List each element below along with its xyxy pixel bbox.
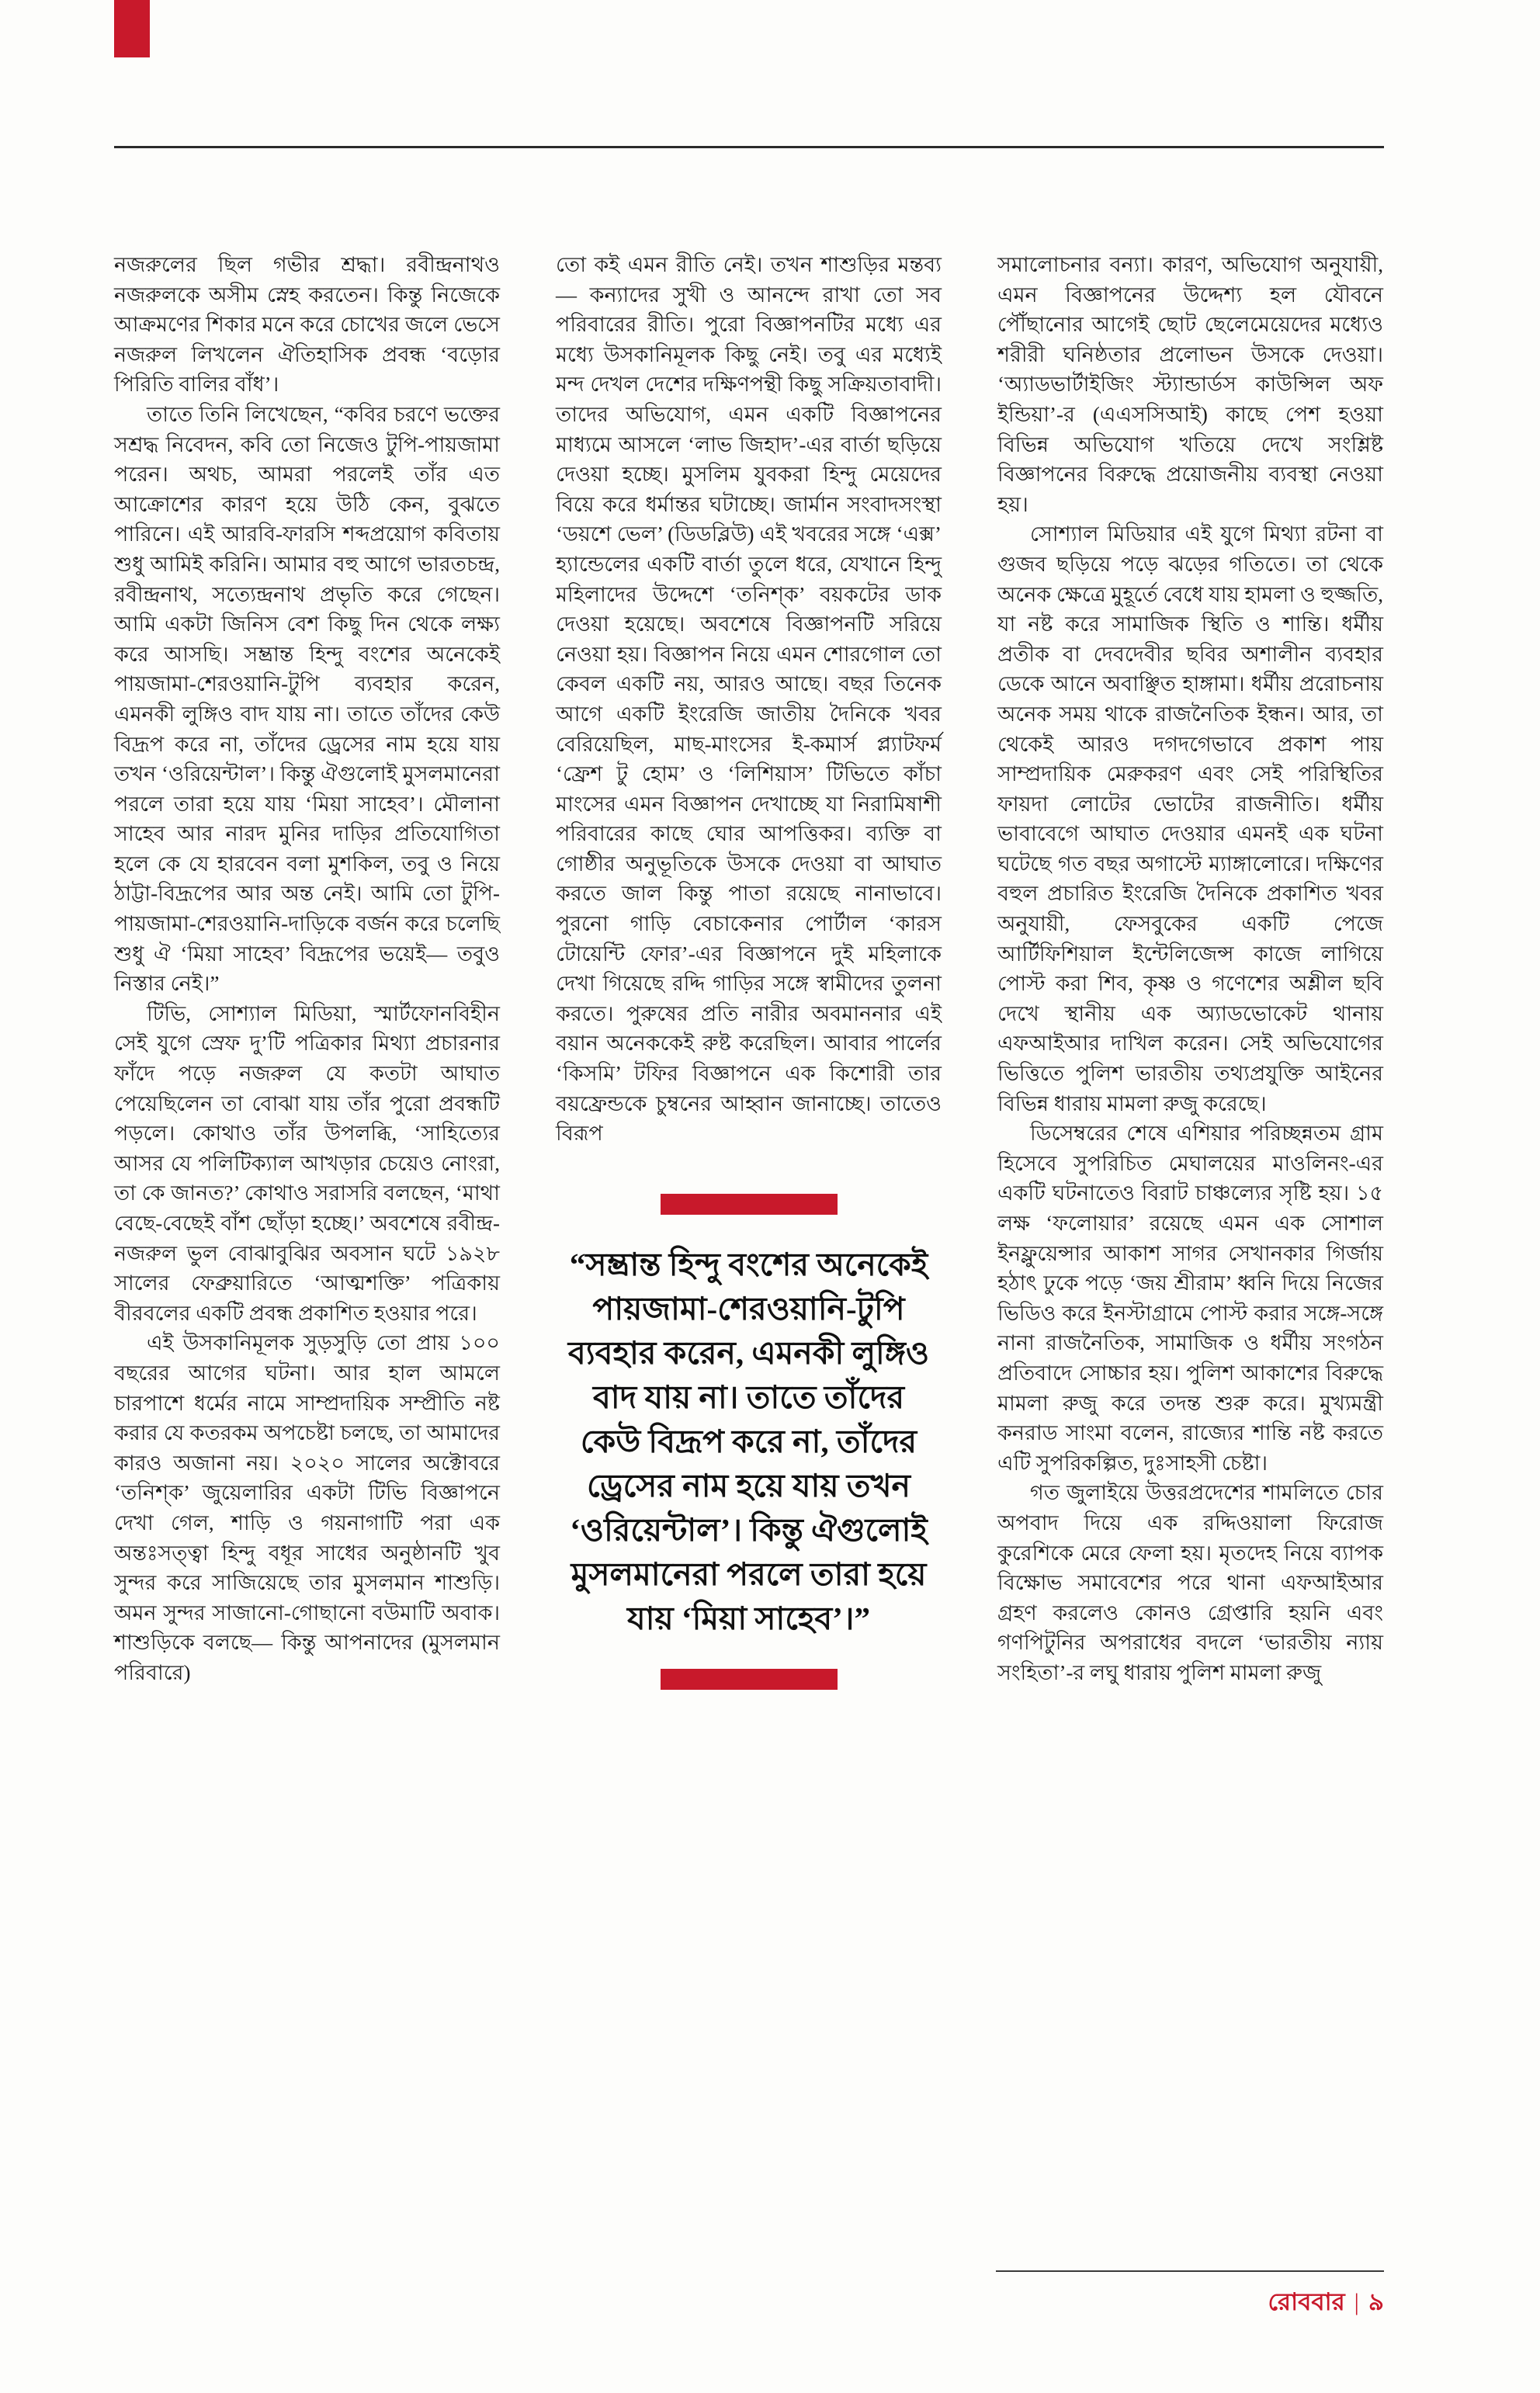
pull-quote <box>556 1194 942 1690</box>
body-paragraph: গত জুলাইয়ে উত্তরপ্রদেশের শামলিতে চোর অপবাদ দিয়ে এক রদ্দিওয়ালা ফিরোজ কুরেশিকে মেরে ফেলা হয়। মৃতদেহ নিয়ে ব্যাপক বিক্ষোভ সমাবেশের পরে থানা এফআইআর গ্রহণ করলেও কোনও গ্রেপ্তারি হয়নি এবং গণপিটুনির অপরাধের বদলে ‘ভারতীয় ন্যায় সংহিতা’-র লঘু ধারায় পুলিশ মামলা রুজু <box>997 1481 1383 1684</box>
footer-separator: | <box>1354 2288 1359 2315</box>
body-paragraph: টিভি, সোশ্যাল মিডিয়া, স্মার্টফোনবিহীন সেই যুগে স্রেফ দু’টি পত্রিকার মিথ্যা প্রচারনার ফাঁদে পড়ে নজরুল যে কতটা আঘাত পেয়েছিলেন তা বোঝা যায় তাঁর পুরো প্রবন্ধটি পড়লে। কোথাও তাঁর উপলব্ধি, ‘সাহিত্যের আসর যে পলিটিক্যাল আখড়ার চেয়েও নোংরা, তা কে জানত?’ কোথাও সরাসরি বলছেন, ‘মাথা বেছে-বেছেই বাঁশ ছোঁড়া হচ্ছে।’ অবশেষে রবীন্দ্র-নজরুল ভুল বোঝাবুঝির অবসান ঘটে ১৯২৮ সালের ফেব্রুয়ারিতে ‘আত্মশক্তি’ পত্রিকায় বীরবলের একটি প্রবন্ধ প্রকাশিত হওয়ার পরে। <box>114 1001 500 1325</box>
body-paragraph: নজরুলের ছিল গভীর শ্রদ্ধা। রবীন্দ্রনাথও নজরুলকে অসীম স্নেহ করতেন। কিন্তু নিজেকে আক্রমণের শিকার মনে করে চোখের জলে ভেসে নজরুল লিখলেন ঐতিহাসিক প্রবন্ধ ‘বড়োর পিরিতি বালির বাঁধ’। <box>114 253 500 397</box>
corner-red-marker <box>114 0 150 57</box>
top-divider-rule <box>114 146 1384 148</box>
footer-divider-rule <box>996 2270 1384 2272</box>
body-paragraph: এই উসকানিমূলক সুড়সুড়ি তো প্রায় ১০০ বছরের আগের ঘটনা। আর হাল আমলে চারপাশে ধর্মের নামে সাম্প্রদায়িক সম্প্রীতি নষ্ট করার যে কতরকম অপচেষ্টা চলছে, তা আমাদের কারও অজানা নয়। ২০২০ সালের অক্টোবরে ‘তনিশ্ক’ জুয়েলারির একটা টিভি বিজ্ঞাপনে দেখা গেল, শাড়ি ও গয়নাগাটি পরা এক অন্তঃসত্ত্বা হিন্দু বধূর সাধের অনুষ্ঠানটি খুব সুন্দর করে সাজিয়েছে তার মুসলমান শাশুড়ি। অমন সুন্দর সাজানো-গোছানো বউমাটি অবাক। শাশুড়িকে বলছে— কিন্তু আপনাদের (মুসলমান পরিবারে) <box>114 1331 500 1684</box>
pull-quote-text: “সম্ভ্রান্ত হিন্দু বংশের অনেকেই পায়জামা-শেরওয়ানি-টুপি ব্যবহার করেন, এমনকী লুঙ্গিও বাদ যায় না। তাতে তাঁদের কেউ বিদ্রূপ করে না, তাঁদের ড্রেসের নাম হয়ে যায় তখন ‘ওরিয়েন্টাল’। কিন্তু ঐগুলোই মুসলমানেরা পরলে তারা হয়ে যায় ‘মিয়া সাহেব’।” <box>567 1246 930 1636</box>
column-2 <box>556 250 942 1690</box>
body-paragraph: ডিসেম্বরের শেষে এশিয়ার পরিচ্ছন্নতম গ্রাম হিসেবে সুপরিচিত মেঘালয়ের মাওলিনং-এর একটি ঘটনাতেও বিরাট চাঞ্চল্যের সৃষ্টি হয়। ১৫ লক্ষ ‘ফলোয়ার’ রয়েছে এমন এক সোশাল ইনফ্লুয়েন্সার আকাশ সাগর সেখানকার গির্জায় হঠাৎ ঢুকে পড়ে ‘জয় শ্রীরাম’ ধ্বনি দিয়ে নিজের ভিডিও করে ইনস্টাগ্রামে পোস্ট করার সঙ্গে-সঙ্গে নানা রাজনৈতিক, সামাজিক ও ধর্মীয় সংগঠন প্রতিবাদে সোচ্চার হয়। পুলিশ আকাশের বিরুদ্ধে মামলা রুজু করে তদন্ত শুরু করে। মুখ্যমন্ত্রী কনরাড সাংমা বলেন, রাজ্যের শান্তি নষ্ট করতে এটি সুপরিকল্পিত, দুঃসাহসী চেষ্টা। <box>997 1122 1383 1475</box>
pull-quote-bottom-bar <box>661 1669 838 1690</box>
column-1 <box>114 250 500 1690</box>
body-paragraph: তাতে তিনি লিখেছেন, “কবির চরণে ভক্তের সশ্রদ্ধ নিবেদন, কবি তো নিজেও টুপি-পায়জামা পরেন। অথচ, আমরা পরলেই তাঁর এত আক্রোশের কারণ হয়ে উঠি কেন, বুঝতে পারিনে। এই আরবি-ফারসি শব্দপ্রয়োগ কবিতায় শুধু আমিই করিনি। আমার বহু আগে ভারতচন্দ্র, রবীন্দ্রনাথ, সত্যেন্দ্রনাথ প্রভৃতি করে গেছেন। আমি একটা জিনিস বেশ কিছু দিন থেকে লক্ষ্য করে আসছি। সম্ভ্রান্ত হিন্দু বংশের অনেকেই পায়জামা-শেরওয়ানি-টুপি ব্যবহার করেন, এমনকী লুঙ্গিও বাদ যায় না। তাতে তাঁদের কেউ বিদ্রূপ করে না, তাঁদের ড্রেসের নাম হয়ে যায় তখন ‘ওরিয়েন্টাল’। কিন্তু ঐগুলোই মুসলমানেরা পরলে তারা হয়ে যায় ‘মিয়া সাহেব’। মৌলানা সাহেব আর নারদ মুনির দাড়ির প্রতিযোগিতা হলে কে যে হারবেন বলা মুশকিল, তবু ও নিয়ে ঠাট্টা-বিদ্রূপের আর অন্ত নেই। আমি তো টুপি-পায়জামা-শেরওয়ানি-দাড়িকে বর্জন করে চলেছি শুধু ঐ ‘মিয়া সাহেব’ বিদ্রূপের ভয়েই— তবুও নিস্তার নেই।” <box>114 402 500 996</box>
body-paragraph: তো কই এমন রীতি নেই। তখন শাশুড়ির মন্তব্য— কন্যাদের সুখী ও আনন্দে রাখা তো সব পরিবারের রীতি। পুরো বিজ্ঞাপনটির মধ্যে এর মধ্যে উসকানিমূলক কিছু নেই। তবু এর মধ্যেই মন্দ দেখল দেশের দক্ষিণপন্থী কিছু সক্রিয়তাবাদী। তাদের অভিযোগ, এমন একটি বিজ্ঞাপনের মাধ্যমে আসলে ‘লাভ জিহাদ’-এর বার্তা ছড়িয়ে দেওয়া হচ্ছে। মুসলিম যুবকরা হিন্দু মেয়েদের বিয়ে করে ধর্মান্তর ঘটাচ্ছে। জার্মান সংবাদসংস্থা ‘ডয়শে ভেল’ (ডিডব্লিউ) এই খবরের সঙ্গে ‘এক্স’ হ্যান্ডেলের একটি বার্তা তুলে ধরে, যেখানে হিন্দু মহিলাদের উদ্দেশে ‘তনিশ্ক’ বয়কটের ডাক দেওয়া হয়েছে। অবশেষে বিজ্ঞাপনটি সরিয়ে নেওয়া হয়। বিজ্ঞাপন নিয়ে এমন শোরগোল তো কেবল একটি নয়, আরও আছে। বছর তিনেক আগে একটি ইংরেজি জাতীয় দৈনিকে খবর বেরিয়েছিল, মাছ-মাংসের ই-কমার্স প্ল্যাটফর্ম ‘ফ্রেশ টু হোম’ ও ‘লিশিয়াস’ টিভিতে কাঁচা মাংসের এমন বিজ্ঞাপন দেখাচ্ছে যা নিরামিষাশী পরিবারের কাছে ঘোর আপত্তিকর। ব্যক্তি বা গোষ্ঠীর অনুভূতিকে উসকে দেওয়া বা আঘাত করতে জাল কিন্তু পাতা রয়েছে নানাভাবে। পুরনো গাড়ি বেচাকেনার পোর্টাল ‘কারস টোয়েন্টি ফোর’-এর বিজ্ঞাপনে দুই মহিলাকে দেখা গিয়েছে রদ্দি গাড়ির সঙ্গে স্বামীদের তুলনা করতে। পুরুষের প্রতি নারীর অবমাননার এই বয়ান অনেককেই রুষ্ট করেছিল। আবার পার্লের ‘কিসমি’ টফির বিজ্ঞাপনে এক কিশোরী তার বয়ফ্রেন্ডকে চুম্বনের আহ্বান জানাচ্ছে। তাতেও বিরূপ <box>556 253 942 1146</box>
body-paragraph: সোশ্যাল মিডিয়ার এই যুগে মিথ্যা রটনা বা গুজব ছড়িয়ে পড়ে ঝড়ের গতিতে। তা থেকে অনেক ক্ষেত্রে মুহূর্তে বেধে যায় হামলা ও হুজ্জতি, যা নষ্ট করে সামাজিক স্থিতি ও শান্তি। ধর্মীয় প্রতীক বা দেবদেবীর ছবির অশালীন ব্যবহার ডেকে আনে অবাঞ্ছিত হাঙ্গামা। ধর্মীয় প্ররোচনায় অনেক সময় থাকে রাজনৈতিক ইন্ধন। আর, তা থেকেই আরও দগদগেভাবে প্রকাশ পায় সাম্প্রদায়িক মেরুকরণ এবং সেই পরিস্থিতির ফায়দা লোটের ভোটের রাজনীতি। ধর্মীয় ভাবাবেগে আঘাত দেওয়ার এমনই এক ঘটনা ঘটেছে গত বছর অগাস্টে ম্যাঙ্গালোরে। দক্ষিণের বহুল প্রচারিত ইংরেজি দৈনিকে প্রকাশিত খবর অনুযায়ী, ফেসবুকের একটি পেজে আর্টিফিশিয়াল ইন্টেলিজেন্স কাজে লাগিয়ে পোস্ট করা শিব, কৃষ্ণ ও গণেশের অশ্লীল ছবি দেখে স্থানীয় এক অ্যাডভোকেট থানায় এফআইআর দাখিল করেন। সেই অভিযোগের ভিত্তিতে পুলিশ ভারতীয় তথ্যপ্রযুক্তি আইনের বিভিন্ন ধারায় মামলা রুজু করেছে। <box>997 522 1383 1115</box>
masthead: রোববার <box>1268 2288 1345 2315</box>
page-footer <box>996 2284 1384 2324</box>
body-paragraph: সমালোচনার বন্যা। কারণ, অভিযোগ অনুযায়ী, এমন বিজ্ঞাপনের উদ্দেশ্য হল যৌবনে পৌঁছানোর আগেই ছোট ছেলেমেয়েদের মধ্যেও শরীরী ঘনিষ্ঠতার প্রলোভন উসকে দেওয়া। ‘অ্যাডভার্টাইজিং স্ট্যান্ডার্ডস কাউন্সিল অফ ইন্ডিয়া’-র (এএসসিআই) কাছে পেশ হওয়া বিভিন্ন অভিযোগ খতিয়ে দেখে সংশ্লিষ্ট বিজ্ঞাপনের বিরুদ্ধে প্রয়োজনীয় ব্যবস্থা নেওয়া হয়। <box>997 253 1383 516</box>
article-body <box>114 250 1384 1690</box>
pull-quote-top-bar <box>661 1194 838 1215</box>
page-number: ৯ <box>1368 2288 1384 2315</box>
column-3 <box>997 250 1383 1690</box>
